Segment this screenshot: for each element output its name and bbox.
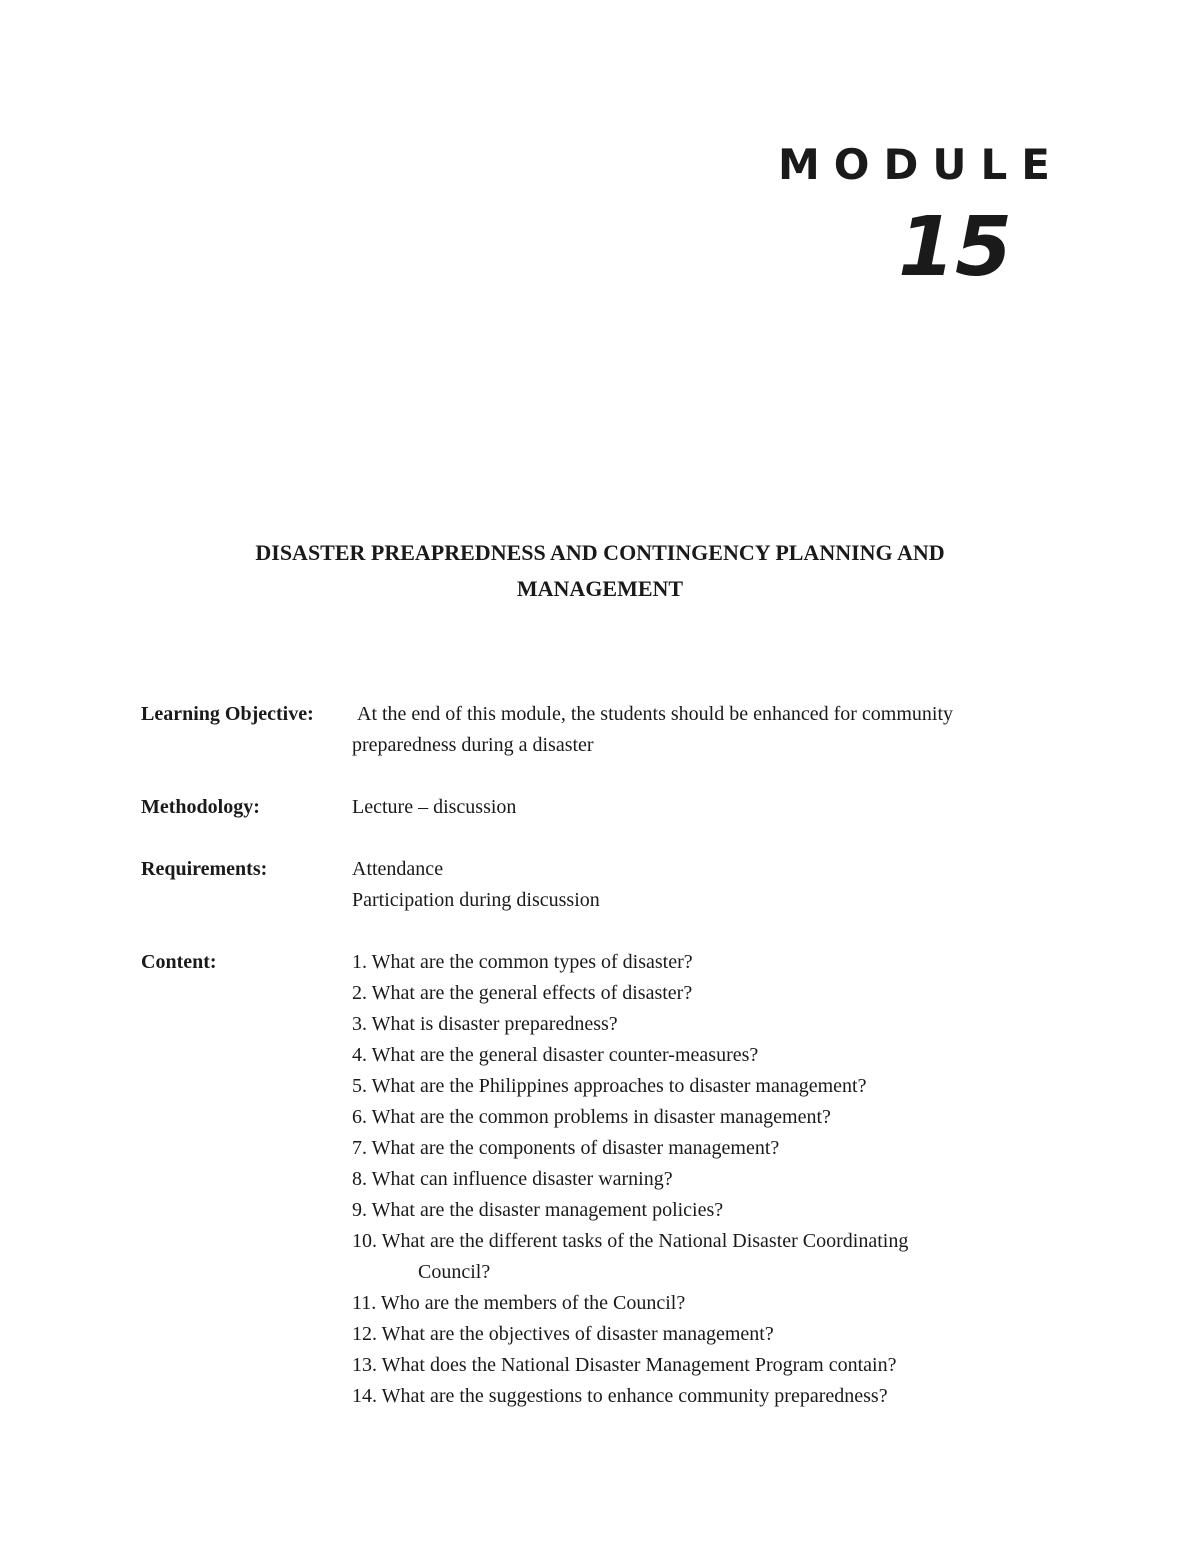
page-title bbox=[100, 535, 1100, 607]
question-item: 14. What are the suggestions to enhance community preparedness? bbox=[352, 1385, 888, 1407]
question-item-continuation: Council? bbox=[418, 1261, 491, 1283]
question-item: 7. What are the components of disaster management? bbox=[352, 1137, 780, 1159]
question-item: 4. What are the general disaster counter-measures? bbox=[352, 1044, 759, 1066]
requirements-section bbox=[141, 854, 1081, 916]
question-item: 13. What does the National Disaster Management Program contain? bbox=[352, 1354, 897, 1376]
requirement-item: Participation during discussion bbox=[352, 889, 600, 911]
question-item: 3. What is disaster preparedness? bbox=[352, 1013, 618, 1035]
page-title-line-1: DISASTER PREAPREDNESS AND CONTINGENCY PLANNING AND bbox=[255, 540, 945, 565]
question-item: 10. What are the different tasks of the National Disaster Coordinating bbox=[352, 1230, 909, 1252]
requirements-list bbox=[352, 854, 1081, 916]
learning-objective-section bbox=[141, 699, 1081, 761]
requirement-item: Attendance bbox=[352, 858, 444, 880]
methodology-value: Lecture – discussion bbox=[352, 796, 517, 818]
methodology-label: Methodology: bbox=[141, 796, 260, 818]
question-item: 6. What are the common problems in disaster management? bbox=[352, 1106, 831, 1128]
learning-objective-label: Learning Objective: bbox=[141, 703, 314, 725]
question-item: 12. What are the objectives of disaster management? bbox=[352, 1323, 774, 1345]
question-item: 5. What are the Philippines approaches to disaster management? bbox=[352, 1075, 867, 1097]
methodology-section bbox=[141, 792, 1081, 823]
page-title-line-2: MANAGEMENT bbox=[516, 576, 684, 601]
question-list bbox=[352, 947, 1081, 1412]
content-section bbox=[141, 947, 1081, 1412]
module-number: 15 bbox=[898, 200, 1013, 295]
content-questions bbox=[352, 947, 1081, 1412]
requirements-label: Requirements: bbox=[141, 858, 268, 880]
question-item: 11. Who are the members of the Council? bbox=[352, 1292, 686, 1314]
module-label: MODULE bbox=[778, 140, 1064, 189]
question-item: 9. What are the disaster management policies? bbox=[352, 1199, 724, 1221]
question-item: 2. What are the general effects of disaster? bbox=[352, 982, 693, 1004]
learning-objective-line-1: At the end of this module, the students should be enhanced for community bbox=[357, 703, 953, 725]
question-item: 1. What are the common types of disaster? bbox=[352, 951, 693, 973]
learning-objective-line-2: preparedness during a disaster bbox=[352, 734, 594, 756]
content-label: Content: bbox=[141, 951, 217, 973]
question-item: 8. What can influence disaster warning? bbox=[352, 1168, 673, 1190]
